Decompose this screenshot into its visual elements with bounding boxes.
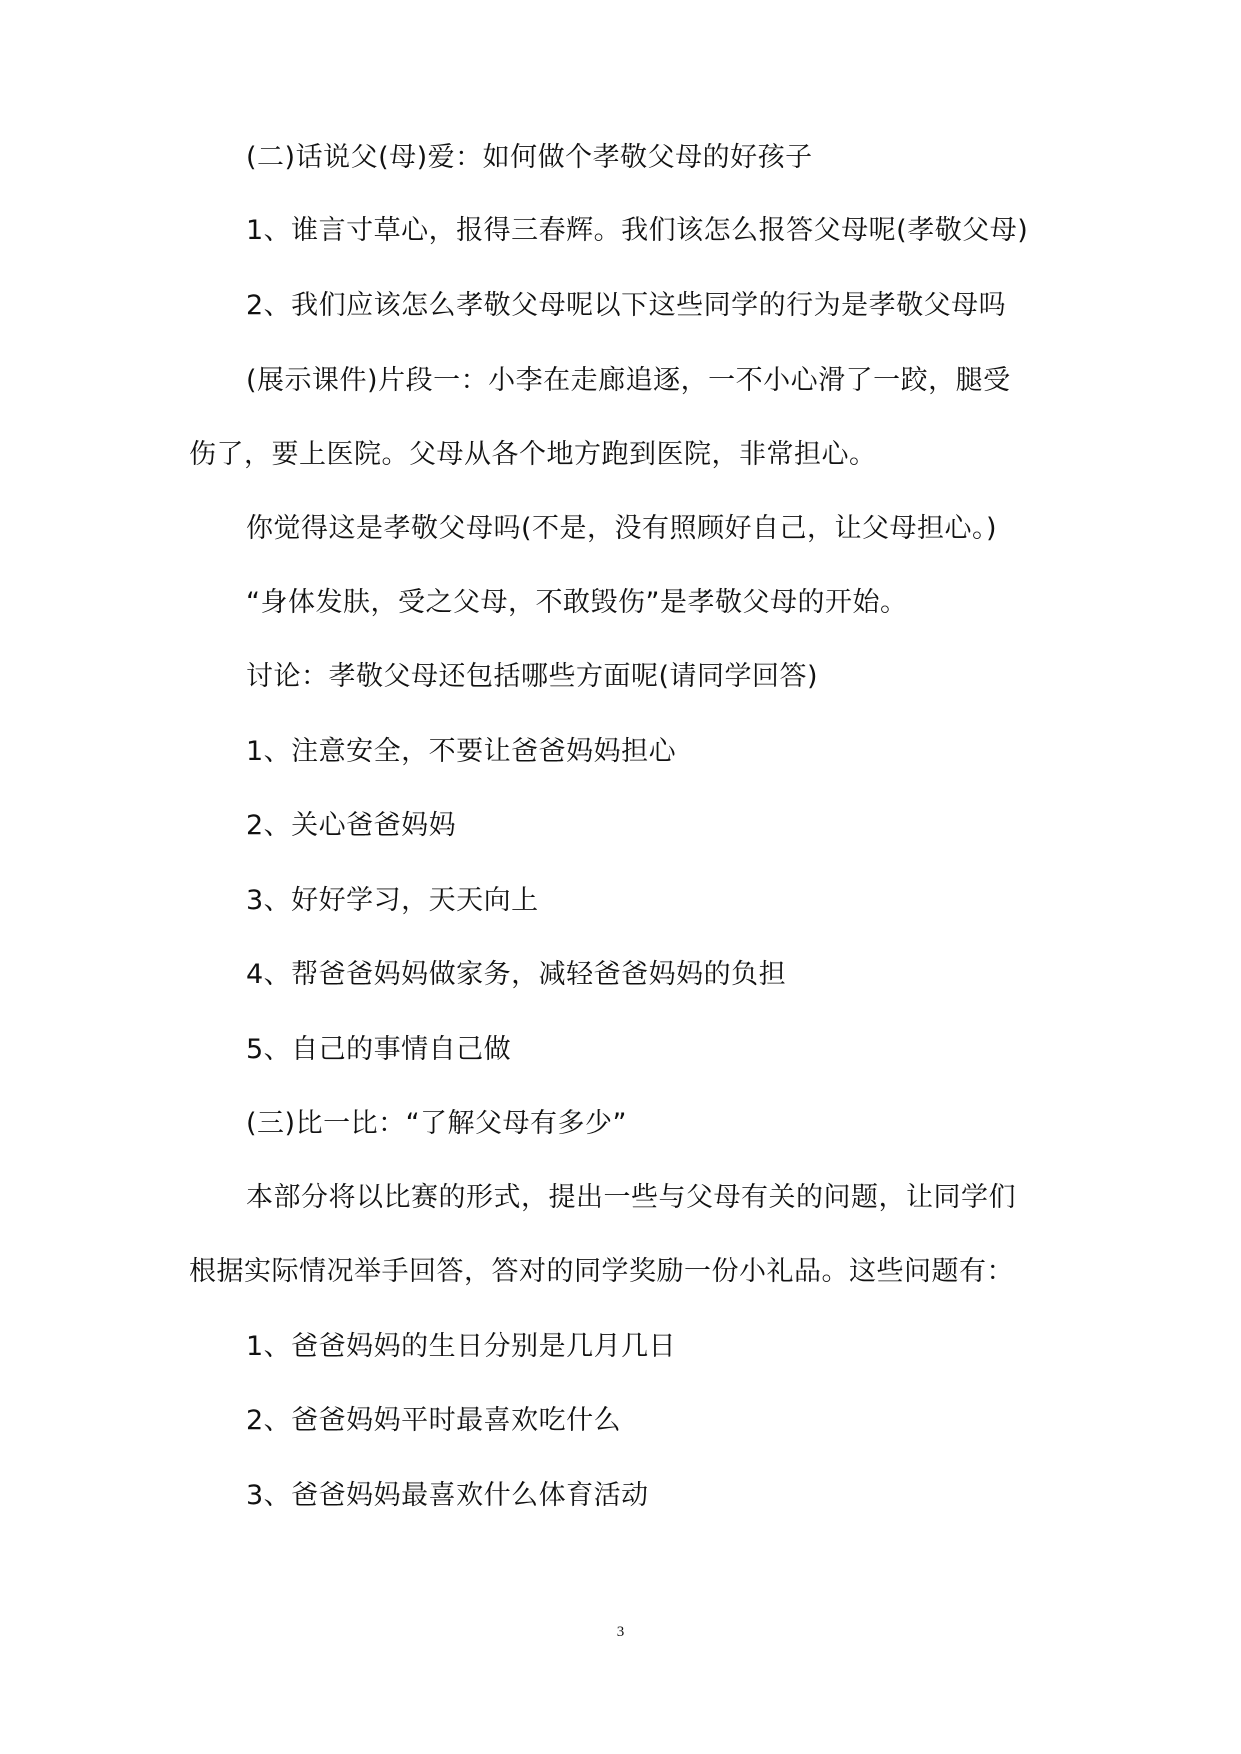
paragraph-line: 根据实际情况举手回答，答对的同学奖励一份小礼品。这些问题有： xyxy=(189,1256,1014,1287)
section-heading-compare: (三)比一比：“了解父母有多少” xyxy=(246,1108,628,1139)
list-item: 2、关心爸爸妈妈 xyxy=(246,810,457,841)
list-item: 3、好好学习，天天向上 xyxy=(246,885,539,916)
page-number: 3 xyxy=(616,1624,625,1640)
paragraph-line: 伤了，要上医院。父母从各个地方跑到医院，非常担心。 xyxy=(189,439,877,470)
paragraph-line: 讨论：孝敬父母还包括哪些方面呢(请同学回答) xyxy=(246,661,819,692)
list-item: 1、爸爸妈妈的生日分别是几月几日 xyxy=(246,1331,677,1362)
list-item: 5、自己的事情自己做 xyxy=(246,1034,512,1065)
paragraph-line: (展示课件)片段一：小李在走廊追逐，一不小心滑了一跤，腿受 xyxy=(246,365,1011,396)
list-item: 1、注意安全，不要让爸爸妈妈担心 xyxy=(246,736,677,767)
paragraph-line: 1、谁言寸草心，报得三春辉。我们该怎么报答父母呢(孝敬父母) xyxy=(246,215,1029,246)
list-item: 4、帮爸爸妈妈做家务，减轻爸爸妈妈的负担 xyxy=(246,959,787,990)
list-item: 3、爸爸妈妈最喜欢什么体育活动 xyxy=(246,1480,649,1511)
paragraph-line: 你觉得这是孝敬父母吗(不是，没有照顾好自己，让父母担心。) xyxy=(246,513,998,544)
paragraph-line: 本部分将以比赛的形式，提出一些与父母有关的问题，让同学们 xyxy=(246,1182,1016,1213)
list-item: 2、爸爸妈妈平时最喜欢吃什么 xyxy=(246,1405,622,1436)
paragraph-line: 2、我们应该怎么孝敬父母呢以下这些同学的行为是孝敬父母吗 xyxy=(246,290,1007,321)
section-heading-parents-love: (二)话说父(母)爱：如何做个孝敬父母的好孩子 xyxy=(246,142,813,173)
paragraph-line: “身体发肤，受之父母，不敢毁伤”是孝敬父母的开始。 xyxy=(246,587,908,618)
